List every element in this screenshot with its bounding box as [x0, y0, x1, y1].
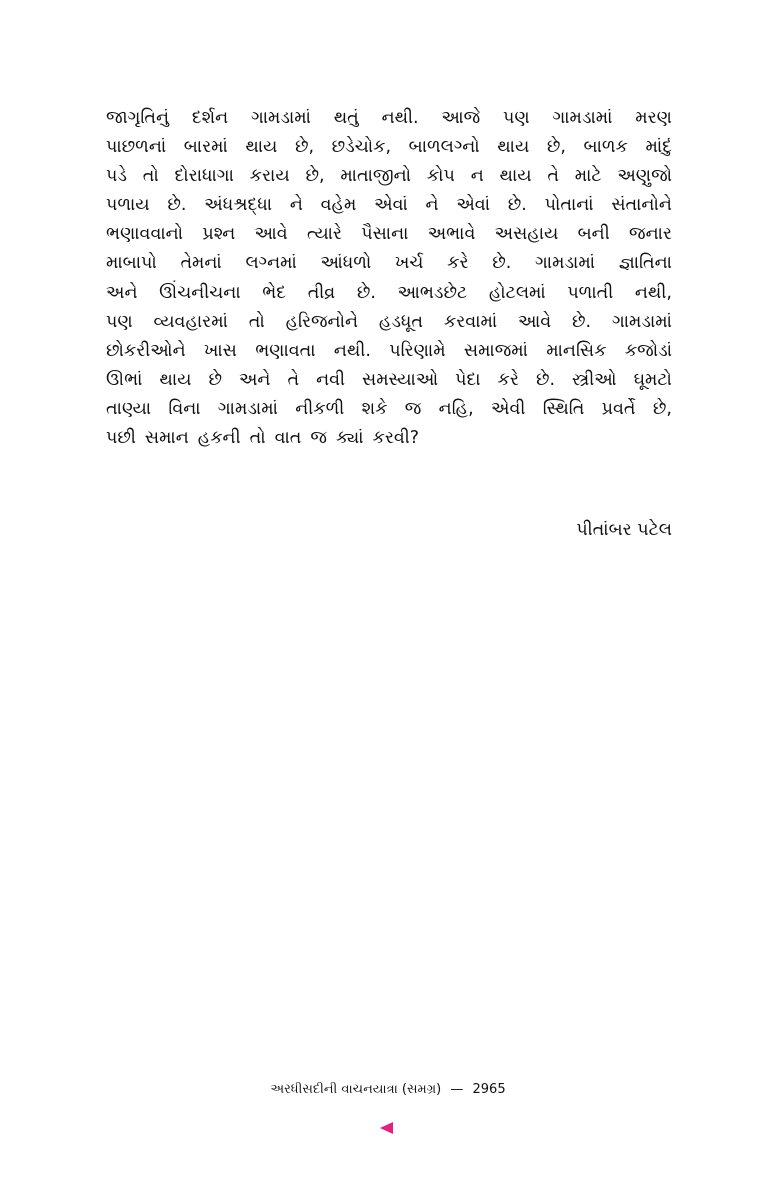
word: હોટલમાં	[488, 282, 546, 303]
word: થાય	[499, 166, 532, 187]
word: કરે	[447, 253, 469, 274]
word: ક્યાં	[335, 428, 364, 449]
word: મરણ	[635, 108, 672, 128]
word: ગામડામાં	[535, 253, 595, 274]
word: ગામડામાં	[250, 108, 311, 128]
word: અને	[238, 369, 271, 390]
word: થતું	[333, 108, 359, 128]
text-line	[106, 366, 672, 395]
word: હરિજનોને	[285, 311, 359, 332]
word: શકે	[361, 398, 388, 419]
word: અસહાય	[494, 224, 559, 245]
book-title: અરધીસદીની વાચનયાત્રા (સમગ્ર)	[270, 1082, 442, 1097]
word: પડે	[106, 166, 127, 187]
word: છે.	[572, 311, 592, 332]
word: હકની	[197, 428, 241, 449]
word: પ્રશ્ન	[202, 224, 236, 245]
word: માતાજીનો	[340, 166, 412, 187]
word: બાળક	[583, 137, 628, 158]
word: કરવી?	[372, 428, 420, 449]
word: તીવ્ર	[307, 282, 336, 303]
text-line	[106, 162, 672, 191]
word: પળાતી	[567, 282, 614, 303]
word: ગામડામાં	[611, 311, 672, 332]
word: ભણાવવાનો	[106, 224, 184, 245]
word: આભડછેટ	[397, 282, 468, 303]
text-line	[106, 337, 672, 366]
word: આજે	[441, 108, 481, 128]
word: અભાવે	[427, 224, 476, 245]
word: નીકળી	[295, 398, 345, 419]
body-paragraph	[106, 104, 672, 453]
word: છે.	[167, 195, 187, 216]
word: છે.	[535, 369, 556, 390]
word: ઊંચનીચના	[159, 282, 241, 303]
word: આવે	[518, 311, 552, 332]
word: હડધૂત	[378, 311, 424, 332]
word: છે,	[305, 166, 325, 187]
word: કજોડાં	[624, 340, 672, 361]
word: છે.	[492, 253, 512, 274]
text-line	[106, 279, 672, 308]
text-line	[106, 133, 672, 162]
word: કરાય	[249, 166, 290, 187]
author-name: પીતાંબર પટેલ	[576, 520, 672, 540]
word: વાત	[274, 428, 302, 449]
word: પૈસાના	[361, 224, 409, 245]
word: અંધશ્રદ્ધા	[204, 195, 273, 216]
word: કરે	[497, 369, 519, 390]
word: જાગૃતિનું	[106, 108, 169, 128]
word: દર્શન	[191, 108, 229, 128]
word: દોરાધાગા	[174, 166, 234, 187]
word: ખર્ચ	[394, 253, 424, 274]
word: નથી.	[381, 108, 419, 128]
word: નથી,	[634, 282, 672, 303]
word: ખાસ	[203, 340, 237, 361]
word: જ્ઞાતિના	[618, 253, 672, 274]
word: છે.	[507, 195, 527, 216]
word: અણુજો	[617, 166, 672, 187]
word: જ	[310, 428, 327, 449]
word: છે,	[546, 137, 566, 158]
word: સમાજમાં	[463, 340, 528, 361]
word: માંદું	[645, 137, 672, 158]
word: જ	[404, 398, 422, 419]
word: પછી	[106, 428, 136, 449]
text-line	[106, 308, 672, 337]
word: ને	[425, 195, 439, 216]
word: ઘૂમટો	[633, 369, 672, 390]
word: થાય	[497, 137, 530, 158]
word: સંતાનોને	[611, 195, 672, 216]
word: માનસિક	[546, 340, 607, 361]
word: તે	[547, 166, 559, 187]
text-line	[106, 104, 672, 133]
word: આવે	[254, 224, 288, 245]
page-number: 2965	[472, 1082, 506, 1097]
text-line	[106, 424, 672, 453]
word: ત્યારે	[307, 224, 342, 245]
word: તાણ્યા	[106, 398, 152, 419]
word: ઊભાં	[106, 369, 143, 390]
word: એવાં	[374, 195, 408, 216]
previous-page-arrow-icon[interactable]	[380, 1122, 393, 1134]
word: તો	[248, 311, 265, 332]
word: આંધળો	[320, 253, 372, 274]
footer-dash: —	[450, 1082, 464, 1097]
word: વ્યવહારમાં	[153, 311, 228, 332]
word: એવી	[491, 398, 526, 419]
word: થાય	[245, 137, 278, 158]
text-line	[106, 395, 672, 424]
word: તેમનાં	[180, 253, 222, 274]
word: બારમાં	[183, 137, 228, 158]
word: છે	[208, 369, 222, 390]
word: ને	[289, 195, 303, 216]
word: ભણાવતા	[255, 340, 316, 361]
word: જનાર	[629, 224, 672, 245]
text-line	[106, 249, 672, 278]
word: નથી.	[333, 340, 371, 361]
word: છોકરીઓને	[106, 340, 186, 361]
word: અને	[106, 282, 138, 303]
word: પણ	[106, 311, 133, 332]
word: ન	[470, 166, 484, 187]
word: માબાપો	[106, 253, 157, 274]
word: સ્ત્રીઓ	[572, 369, 617, 390]
word: નવી	[316, 369, 346, 390]
word: પેદા	[455, 369, 481, 390]
word: પોતાનાં	[544, 195, 594, 216]
word: નહિ,	[438, 398, 474, 419]
word: બની	[577, 224, 610, 245]
word: તો	[249, 428, 266, 449]
word: થાય	[159, 369, 192, 390]
word: પાછળનાં	[106, 137, 167, 158]
word: છે.	[356, 282, 376, 303]
word: એવાં	[456, 195, 490, 216]
word: તે	[287, 369, 300, 390]
word: સમાન	[144, 428, 189, 449]
word: ગામડામાં	[552, 108, 613, 128]
word: પરિણામે	[389, 340, 446, 361]
text-line	[106, 220, 672, 249]
word: પળાય	[106, 195, 150, 216]
text-line	[106, 191, 672, 220]
page-footer	[0, 1080, 776, 1100]
word: બાળલગ્નો	[408, 137, 480, 158]
word: તો	[142, 166, 159, 187]
word: ગામડામાં	[217, 398, 278, 419]
word: છડેચોક,	[331, 137, 392, 158]
word: વિના	[168, 398, 201, 419]
word: કરવામાં	[443, 311, 498, 332]
word: છે,	[294, 137, 315, 158]
word: ભેદ	[262, 282, 287, 303]
word: છે,	[652, 398, 672, 419]
word: સ્થિતિ	[542, 398, 585, 419]
word: સમસ્યાઓ	[362, 369, 439, 390]
word: કોપ	[426, 166, 455, 187]
word: વહેમ	[320, 195, 357, 216]
word: માટે	[574, 166, 602, 187]
word: લગ્નમાં	[245, 253, 297, 274]
word: પ્રવર્તે	[601, 398, 636, 419]
word: પણ	[503, 108, 530, 128]
